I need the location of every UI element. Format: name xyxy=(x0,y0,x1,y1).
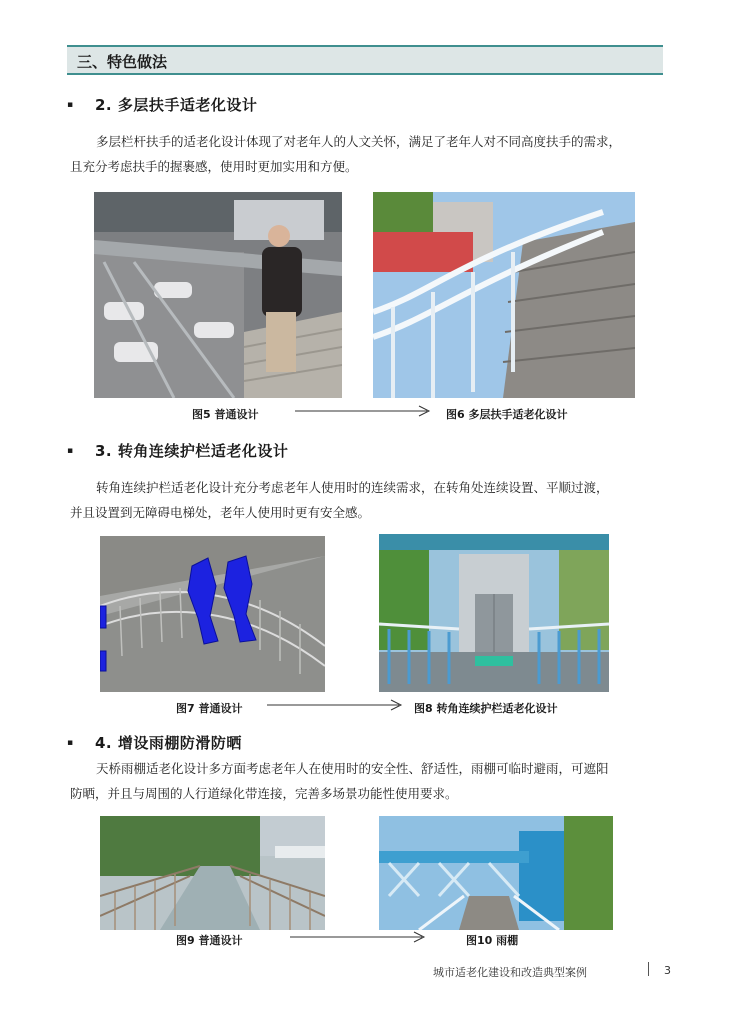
footer-title: 城市适老化建设和改造典型案例 xyxy=(433,966,587,979)
arrow-icon xyxy=(295,405,435,417)
caption-figure-5: 图5 普通设计 xyxy=(192,408,259,421)
paragraph-2-line2: 且充分考虑扶手的握裹感，使用时更加实用和方便。 xyxy=(70,159,358,174)
photo-ordinary-railing-render xyxy=(100,536,325,692)
paragraph-3-line1: 转角连续护栏适老化设计充分考虑老年人使用时的连续需求，在转角处连续设置、平顺过渡， xyxy=(96,480,609,495)
arrow-icon xyxy=(290,931,430,943)
caption-figure-9: 图9 普通设计 xyxy=(176,934,243,947)
bullet-mark: ▪ xyxy=(67,738,74,748)
bullet-mark: ▪ xyxy=(67,446,74,456)
page-number: 3 xyxy=(664,964,671,977)
paragraph-4-line1: 天桥雨棚适老化设计多方面考虑老年人在使用时的安全性、舒适性，雨棚可临时避雨，可遮阳 xyxy=(96,761,609,776)
photo-ordinary-handrail xyxy=(94,192,342,398)
section-header xyxy=(67,45,663,75)
subsection-title-4: 4. 增设雨棚防滑防晒 xyxy=(95,734,242,752)
section-title: 三、特色做法 xyxy=(77,53,168,71)
subsection-title-2: 2. 多层扶手适老化设计 xyxy=(95,96,258,114)
paragraph-4 xyxy=(70,756,670,806)
caption-figure-7: 图7 普通设计 xyxy=(176,702,243,715)
paragraph-2 xyxy=(70,129,670,179)
caption-figure-10: 图10 雨棚 xyxy=(466,934,519,947)
caption-figure-6: 图6 多层扶手适老化设计 xyxy=(446,408,568,421)
bullet-mark: ▪ xyxy=(67,100,74,110)
photo-corner-continuous-railing xyxy=(379,534,609,692)
paragraph-2-line1: 多层栏杆扶手的适老化设计体现了对老年人的人文关怀，满足了老年人对不同高度扶手的需求， xyxy=(96,134,622,149)
caption-figure-8: 图8 转角连续护栏适老化设计 xyxy=(414,702,558,715)
arrow-icon xyxy=(267,699,407,711)
photo-multi-layer-handrail xyxy=(373,192,635,398)
footer-divider xyxy=(648,962,649,976)
subsection-title-3: 3. 转角连续护栏适老化设计 xyxy=(95,442,289,460)
photo-ordinary-bridge-rain xyxy=(100,816,325,930)
paragraph-4-line2: 防晒，并且与周围的人行道绿化带连接，完善多场景功能性使用要求。 xyxy=(70,786,458,801)
photo-rain-canopy xyxy=(379,816,613,930)
paragraph-3-line2: 并且设置到无障碍电梯处，老年人使用时更有安全感。 xyxy=(70,505,371,520)
paragraph-3 xyxy=(70,475,670,525)
